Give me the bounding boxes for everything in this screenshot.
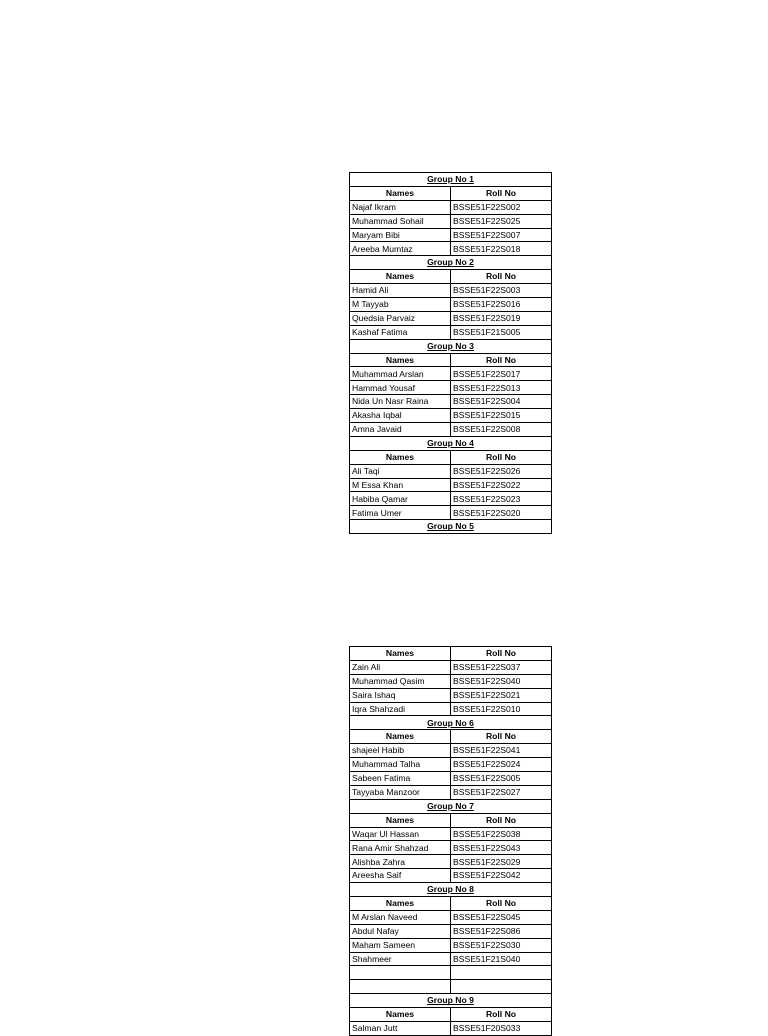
- student-name-cell: Fatima Umer: [350, 506, 451, 520]
- column-header-row: [350, 450, 552, 464]
- group-table-page-1: [349, 172, 552, 534]
- student-name-cell: Salman Jutt: [350, 1022, 451, 1036]
- group-title: Group No 9: [350, 994, 552, 1008]
- roll-no-cell: BSSE51F22S027: [451, 785, 552, 799]
- student-name-cell: Muhammad Talha: [350, 758, 451, 772]
- table-row: [350, 492, 552, 506]
- roll-no-cell: BSSE51F22S040: [451, 674, 552, 688]
- student-name-cell: Najaf Ikram: [350, 200, 451, 214]
- group-title: Group No 2: [350, 256, 552, 270]
- column-header-row: [350, 813, 552, 827]
- student-name-cell: Tayyaba Manzoor: [350, 785, 451, 799]
- names-column-header: Names: [350, 353, 451, 367]
- table-row: [350, 367, 552, 381]
- group-title: Group No 8: [350, 883, 552, 897]
- student-name-cell: Rana Amir Shahzad: [350, 841, 451, 855]
- table-row: [350, 772, 552, 786]
- roll-no-column-header: Roll No: [451, 647, 552, 661]
- roll-no-cell: BSSE51F22S007: [451, 228, 552, 242]
- roll-no-cell: BSSE51F22S024: [451, 758, 552, 772]
- table-row: [350, 827, 552, 841]
- roll-no-cell: BSSE51F22S038: [451, 827, 552, 841]
- table-row: [350, 200, 552, 214]
- blank-row: [350, 966, 552, 980]
- table-row: [350, 855, 552, 869]
- group-title-row: [350, 716, 552, 730]
- roll-no-cell: BSSE51F21S005: [451, 325, 552, 339]
- names-column-header: Names: [350, 813, 451, 827]
- student-name-cell: Iqra Shahzadi: [350, 702, 451, 716]
- column-header-row: [350, 1008, 552, 1022]
- group-title: Group No 3: [350, 339, 552, 353]
- table-row: [350, 744, 552, 758]
- roll-no-cell: BSSE51F22S029: [451, 855, 552, 869]
- table-row: [350, 423, 552, 437]
- roll-no-cell: BSSE51F22S015: [451, 409, 552, 423]
- table-row: [350, 702, 552, 716]
- roll-no-cell: BSSE51F22S043: [451, 841, 552, 855]
- roll-no-column-header: Roll No: [451, 186, 552, 200]
- roll-no-cell: BSSE51F22S022: [451, 478, 552, 492]
- student-name-cell: Saira Ishaq: [350, 688, 451, 702]
- names-column-header: Names: [350, 450, 451, 464]
- roll-no-cell: BSSE51F22S041: [451, 744, 552, 758]
- table-row: [350, 228, 552, 242]
- student-name-cell: Sabeen Fatima: [350, 772, 451, 786]
- roll-no-column-header: Roll No: [451, 1008, 552, 1022]
- roll-no-column-header: Roll No: [451, 270, 552, 284]
- table-row: [350, 464, 552, 478]
- column-header-row: [350, 897, 552, 911]
- student-name-cell: Habiba Qamar: [350, 492, 451, 506]
- names-column-header: Names: [350, 270, 451, 284]
- roll-no-column-header: Roll No: [451, 450, 552, 464]
- group-title: Group No 4: [350, 436, 552, 450]
- student-name-cell: Abdul Nafay: [350, 924, 451, 938]
- group-title-row: [350, 256, 552, 270]
- student-name-cell: Hammad Yousaf: [350, 381, 451, 395]
- roll-no-cell: BSSE51F20S033: [451, 1022, 552, 1036]
- roll-no-cell: BSSE51F22S042: [451, 869, 552, 883]
- names-column-header: Names: [350, 897, 451, 911]
- column-header-row: [350, 647, 552, 661]
- roll-no-column-header: Roll No: [451, 897, 552, 911]
- group-title-row: [350, 799, 552, 813]
- student-name-cell: M Tayyab: [350, 298, 451, 312]
- student-name-cell: shajeel Habib: [350, 744, 451, 758]
- group-title-row: [350, 883, 552, 897]
- names-column-header: Names: [350, 730, 451, 744]
- roll-no-cell: BSSE51F22S045: [451, 910, 552, 924]
- group-title: Group No 6: [350, 716, 552, 730]
- student-name-cell: Waqar Ul Hassan: [350, 827, 451, 841]
- student-name-cell: M Essa Khan: [350, 478, 451, 492]
- student-name-cell: [350, 980, 451, 994]
- student-name-cell: Muhammad Qasim: [350, 674, 451, 688]
- names-column-header: Names: [350, 1008, 451, 1022]
- names-column-header: Names: [350, 186, 451, 200]
- group-table-page-2: [349, 646, 552, 1036]
- student-name-cell: Alishba Zahra: [350, 855, 451, 869]
- roll-no-cell: BSSE51F22S023: [451, 492, 552, 506]
- table-row: [350, 325, 552, 339]
- roll-no-column-header: Roll No: [451, 353, 552, 367]
- roll-no-cell: BSSE51F22S003: [451, 284, 552, 298]
- roll-no-cell: [451, 980, 552, 994]
- table-row: [350, 506, 552, 520]
- student-name-cell: Hamid Ali: [350, 284, 451, 298]
- roll-no-cell: BSSE51F22S030: [451, 938, 552, 952]
- student-name-cell: [350, 966, 451, 980]
- roll-no-cell: BSSE51F22S037: [451, 660, 552, 674]
- student-name-cell: Zain Ali: [350, 660, 451, 674]
- student-name-cell: Maryam Bibi: [350, 228, 451, 242]
- roll-no-cell: BSSE51F22S004: [451, 395, 552, 409]
- roll-no-cell: BSSE51F22S017: [451, 367, 552, 381]
- student-name-cell: Shahmeer: [350, 952, 451, 966]
- table-row: [350, 660, 552, 674]
- table-row: [350, 674, 552, 688]
- student-name-cell: Areeba Mumtaz: [350, 242, 451, 256]
- table-row: [350, 311, 552, 325]
- roll-no-cell: BSSE51F22S086: [451, 924, 552, 938]
- names-column-header: Names: [350, 647, 451, 661]
- roll-no-cell: BSSE51F22S005: [451, 772, 552, 786]
- table-row: [350, 395, 552, 409]
- roll-no-cell: BSSE51F22S010: [451, 702, 552, 716]
- table-row: [350, 688, 552, 702]
- group-title-row: [350, 436, 552, 450]
- student-name-cell: Areesha Saif: [350, 869, 451, 883]
- student-name-cell: Ali Taqi: [350, 464, 451, 478]
- table-row: [350, 214, 552, 228]
- table-row: [350, 284, 552, 298]
- table-row: [350, 952, 552, 966]
- student-name-cell: Nida Un Nasr Raina: [350, 395, 451, 409]
- student-name-cell: Muhammad Sohail: [350, 214, 451, 228]
- column-header-row: [350, 186, 552, 200]
- table-row: [350, 242, 552, 256]
- roll-no-cell: [451, 966, 552, 980]
- roll-no-cell: BSSE51F22S013: [451, 381, 552, 395]
- table-row: [350, 938, 552, 952]
- column-header-row: [350, 270, 552, 284]
- student-name-cell: Muhammad Arslan: [350, 367, 451, 381]
- table-row: [350, 298, 552, 312]
- student-name-cell: Maham Sameen: [350, 938, 451, 952]
- roll-no-cell: BSSE51F22S025: [451, 214, 552, 228]
- group-title: Group No 5: [350, 520, 552, 534]
- student-name-cell: Quedsia Parvaiz: [350, 311, 451, 325]
- roll-no-cell: BSSE51F22S021: [451, 688, 552, 702]
- group-title-row: [350, 994, 552, 1008]
- roll-no-cell: BSSE51F22S018: [451, 242, 552, 256]
- column-header-row: [350, 730, 552, 744]
- table-row: [350, 924, 552, 938]
- student-name-cell: Akasha Iqbal: [350, 409, 451, 423]
- group-table-body: [350, 173, 552, 534]
- table-row: [350, 785, 552, 799]
- group-title-row: [350, 339, 552, 353]
- table-row: [350, 869, 552, 883]
- group-title: Group No 1: [350, 173, 552, 187]
- table-row: [350, 478, 552, 492]
- student-name-cell: M Arslan Naveed: [350, 910, 451, 924]
- roll-no-cell: BSSE51F22S019: [451, 311, 552, 325]
- table-row: [350, 381, 552, 395]
- student-name-cell: Kashaf Fatima: [350, 325, 451, 339]
- roll-no-cell: BSSE51F21S040: [451, 952, 552, 966]
- roll-no-cell: BSSE51F22S002: [451, 200, 552, 214]
- roll-no-cell: BSSE51F22S016: [451, 298, 552, 312]
- column-header-row: [350, 353, 552, 367]
- group-title: Group No 7: [350, 799, 552, 813]
- group-title-row: [350, 520, 552, 534]
- roll-no-column-header: Roll No: [451, 730, 552, 744]
- table-row: [350, 841, 552, 855]
- group-table-body: [350, 647, 552, 1036]
- student-name-cell: Amna Javaid: [350, 423, 451, 437]
- blank-row: [350, 980, 552, 994]
- table-row: [350, 409, 552, 423]
- table-row: [350, 910, 552, 924]
- table-row: [350, 758, 552, 772]
- group-title-row: [350, 173, 552, 187]
- roll-no-cell: BSSE51F22S008: [451, 423, 552, 437]
- roll-no-column-header: Roll No: [451, 813, 552, 827]
- roll-no-cell: BSSE51F22S026: [451, 464, 552, 478]
- roll-no-cell: BSSE51F22S020: [451, 506, 552, 520]
